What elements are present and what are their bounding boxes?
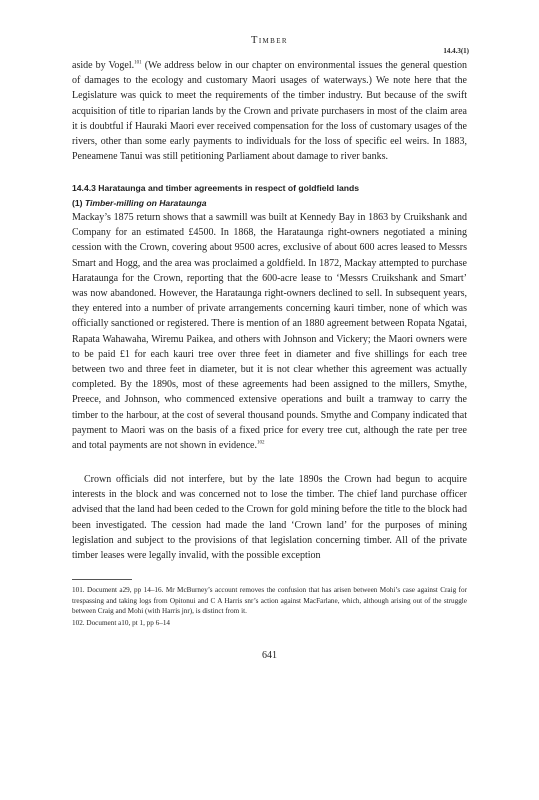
footnote-rule [72, 579, 132, 580]
paragraph-main-2 [72, 472, 467, 563]
paragraph-main [72, 210, 467, 453]
footnote-mark-102[interactable]: 102 [256, 440, 265, 446]
footnote-102: 102. Document a10, pt 1, pp 6–14 [72, 618, 171, 627]
subsection-heading: 14.4.3 Harataunga and timber agreements in respect of goldfield lands [72, 183, 360, 193]
paragraph-main-2-text: Crown officials did not interfere, but by the late 1890s the Crown had begun to acquire interests in the block and was concerned not to lose the timber. The chief land purchase officer advised that the land had been ceded to the Crown for gold mining before the title to the block had been investigated. The cession had made the land ‘Crown land’ for the purposes of mining legislation and subject to the provisions of that legislation concerning timber. All of the private timber leases were legally invalid, with the possible exception [72, 474, 467, 562]
footnote-mark-101[interactable]: 101 [134, 60, 142, 66]
minor-heading-title: Timber-milling on Harataunga [84, 198, 207, 208]
running-head: Timber [251, 35, 288, 46]
paragraph-top [72, 58, 467, 164]
page-number: 641 [262, 650, 277, 661]
footnote-101: 101. Document a29, pp 14–16. Mr McBurney’s account removes the confusion that has arisen between Mohi’s case against Craig for trespassing and taking logs from Opitonui and C A Harris snr’s action against MacFarlane, which, although arising out of the struggle between Craig and Mohi (with Harris jnr), is distinct from it. [72, 586, 467, 616]
minor-heading-number: (1) [72, 198, 85, 208]
footnotes [72, 585, 467, 629]
paragraph-top-text-a: aside by Vogel. [72, 60, 135, 71]
minor-heading [72, 198, 207, 208]
paragraph-main-text: Mackay’s 1875 return shows that a sawmill was built at Kennedy Bay in 1863 by Cruikshank and Company for an estimated £4500. In 1868, the Harataunga right-owners negotiated a mining cession with the Crown, covering about 9500 acres, exclusive of about 600 acres leased to Messrs Smart and Hogg, and the area was proclaimed a goldfield. In 1872, Mackay attempted to purchase Harataunga for the Crown, reporting that the 600-acre lease to ‘Messrs Cruikshank and Smart’ was now abandoned. However, the Harataunga right-owners declined to sell. In subsequent years, they entered into a number of private arrangements concerning kauri timber, none of which was officially sanctioned or registered. There is mention of an 1880 agreement between Ropata Ngatai, Rapata Wahawaha, Wiremu Paikea, and others with Johnson and Vickery; the Maori owners were to be paid £1 for each kauri tree over three feet in diameter and five shillings for each tree between two and three feet in diameter, but it is not clear whether this agreement was actually completed. By the 1890s, most of these agreements had been assigned to the millers, Smythe, Preece, and Johnson, who commenced extensive operations and built a tramway to carry the timber to the harbour, at the cost of several thousand pounds. Smythe and Company indicated that payment to Maori was on the basis of a fixed price for every tree cut, although the rate per tree and total payments are not shown in evidence. [72, 212, 467, 452]
paragraph-top-text-b: (We address below in our chapter on environmental issues the general question of damages to the ecology and customary Maori usages of waterways.) We note here that the Legislature was quick to meet the requirements of the timber industry. But because of the swift acquisition of title to riparian lands by the Crown and private purchasers in most of the claim area it is doubtful if Hauraki Maori ever received compensation for the loss of customary usages of the rivers, other than some early payments to individuals for the loss of specific eel weirs. In 1883, Peneamene Tanui was still petitioning Parliament about damage to river banks. [72, 60, 468, 163]
section-reference: 14.4.3(1) [443, 47, 469, 55]
